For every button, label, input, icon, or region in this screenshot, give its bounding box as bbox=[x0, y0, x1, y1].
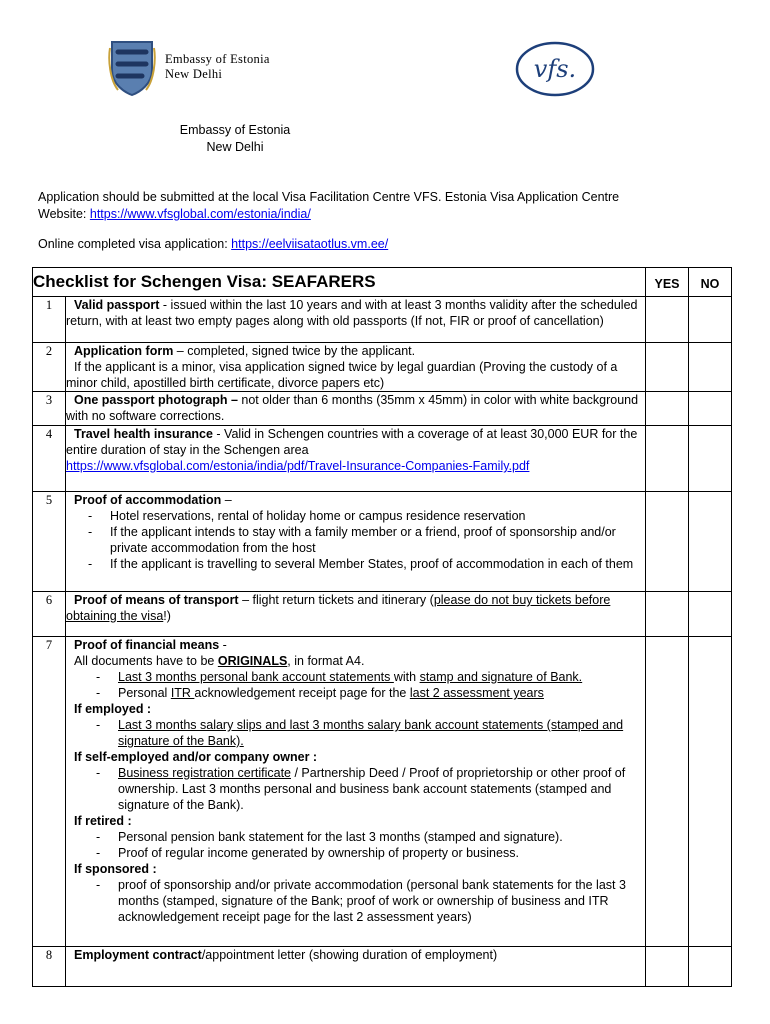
item-title: One passport photograph – bbox=[74, 393, 238, 407]
list-item: - If the applicant intends to stay with a family member or a friend, proof of sponsorship and/or private accommodation from the host bbox=[110, 524, 645, 556]
item-description bbox=[66, 492, 646, 592]
item-text: – flight return tickets and itinerary ( bbox=[238, 593, 434, 607]
embassy-logo-line2: New Delhi bbox=[165, 67, 223, 81]
item-number: 1 bbox=[33, 297, 66, 343]
website-link[interactable]: https://www.vfsglobal.com/estonia/india/ bbox=[89, 207, 311, 221]
online-label: Online completed visa application: bbox=[38, 237, 232, 251]
self-employed-label: If self-employed and/or company owner : bbox=[74, 750, 318, 764]
list-item: - Proof of regular income generated by ownership of property or business. bbox=[118, 845, 645, 861]
employed-list bbox=[66, 717, 645, 749]
no-checkbox[interactable] bbox=[689, 637, 732, 947]
self-employed-list bbox=[66, 765, 645, 813]
item-description bbox=[66, 592, 646, 637]
yes-checkbox[interactable] bbox=[646, 592, 689, 637]
no-column-header: NO bbox=[689, 268, 732, 297]
item-description bbox=[66, 343, 646, 392]
intro-line1: Application should be submitted at the local Visa Facilitation Centre VFS. Estonia Visa Application Centre bbox=[38, 190, 620, 204]
no-checkbox[interactable] bbox=[689, 297, 732, 343]
yes-checkbox[interactable] bbox=[646, 297, 689, 343]
no-checkbox[interactable] bbox=[689, 947, 732, 987]
insurance-companies-link[interactable]: https://www.vfsglobal.com/estonia/india/pdf/Travel-Insurance-Companies-Family.pdf bbox=[66, 459, 530, 473]
header-center bbox=[120, 122, 350, 156]
list-item: - Business registration certificate / Partnership Deed / Proof of proprietorship or other proof of ownership. Last 3 months personal and business bank account statements (stamped and signature of the Bank). bbox=[118, 765, 645, 813]
list-item: - Last 3 months personal bank account statements with stamp and signature of Bank. bbox=[118, 669, 645, 685]
yes-checkbox[interactable] bbox=[646, 343, 689, 392]
header-embassy-name: Embassy of Estonia bbox=[179, 123, 291, 137]
item-underlined-text: please do not buy tickets before obtaining the visa bbox=[66, 593, 611, 623]
format-text: , in format A4. bbox=[287, 654, 365, 668]
item-text-2: If the applicant is a minor, visa application signed twice by legal guardian (Proving the custody of a minor child, apostilled birth certificate, divorce papers etc) bbox=[66, 360, 618, 390]
originals-text: ORIGINALS bbox=[217, 654, 288, 668]
retired-list bbox=[66, 829, 645, 861]
no-checkbox[interactable] bbox=[689, 392, 732, 426]
all-docs-text: All documents have to be bbox=[74, 654, 218, 668]
item-text: – completed, signed twice by the applicant. bbox=[173, 344, 416, 358]
item-number: 3 bbox=[33, 392, 66, 426]
no-checkbox[interactable] bbox=[689, 343, 732, 392]
list-item: - Hotel reservations, rental of holiday home or campus residence reservation bbox=[110, 508, 645, 524]
employed-label: If employed : bbox=[74, 702, 152, 716]
vfs-logo-text: vfs. bbox=[533, 55, 577, 83]
header-city: New Delhi bbox=[206, 140, 264, 154]
item-text-end: !) bbox=[163, 609, 171, 623]
yes-checkbox[interactable] bbox=[646, 637, 689, 947]
table-row bbox=[33, 343, 732, 392]
accommodation-list bbox=[66, 508, 645, 572]
item-number: 8 bbox=[33, 947, 66, 987]
list-item: - proof of sponsorship and/or private accommodation (personal bank statements for the last 3 months (stamped, signature of the Bank; proof of work or ownership of business and ITR acknowledgement receipt page for the last 2 assessment years) bbox=[118, 877, 645, 925]
item-number: 4 bbox=[33, 426, 66, 492]
table-row bbox=[33, 637, 732, 947]
checklist-table bbox=[32, 267, 732, 987]
item-text: not older than 6 months (35mm x 45mm) in color with white background with no software corrections. bbox=[66, 393, 639, 423]
item-title: Proof of financial means bbox=[74, 638, 220, 652]
yes-checkbox[interactable] bbox=[646, 947, 689, 987]
table-row bbox=[33, 492, 732, 592]
list-item: - Personal ITR acknowledgement receipt page for the last 2 assessment years bbox=[118, 685, 645, 701]
item-title: Proof of accommodation bbox=[74, 493, 222, 507]
item-number: 6 bbox=[33, 592, 66, 637]
item-text: – bbox=[221, 493, 232, 507]
item-number: 2 bbox=[33, 343, 66, 392]
item-description bbox=[66, 637, 646, 947]
item-title: Valid passport bbox=[74, 298, 160, 312]
item-text: - bbox=[219, 638, 227, 652]
table-row bbox=[33, 947, 732, 987]
intro-paragraph bbox=[38, 189, 619, 223]
yes-checkbox[interactable] bbox=[646, 426, 689, 492]
sponsored-list bbox=[66, 877, 645, 925]
item-number: 5 bbox=[33, 492, 66, 592]
embassy-logo-text bbox=[165, 52, 270, 82]
retired-label: If retired : bbox=[74, 814, 132, 828]
yes-column-header: YES bbox=[646, 268, 689, 297]
list-item: - If the applicant is travelling to several Member States, proof of accommodation in each of them bbox=[110, 556, 645, 572]
item-description bbox=[66, 947, 646, 987]
estonia-coat-of-arms-icon bbox=[108, 40, 156, 96]
item-description bbox=[66, 297, 646, 343]
table-row bbox=[33, 426, 732, 492]
item-text: - Valid in Schengen countries with a coverage of at least 30,000 EUR for the entire duration of stay in the Schengen area bbox=[66, 427, 638, 457]
sponsored-label: If sponsored : bbox=[74, 862, 157, 876]
checklist-header-row bbox=[33, 268, 732, 297]
yes-checkbox[interactable] bbox=[646, 392, 689, 426]
item-title: Employment contract bbox=[74, 948, 202, 962]
item-description bbox=[66, 392, 646, 426]
item-text: - issued within the last 10 years and with at least 3 months validity after the scheduled return, with at least two empty pages along with old passports (If not, FIR or proof of cancellation) bbox=[66, 298, 638, 328]
item-number: 7 bbox=[33, 637, 66, 947]
table-row bbox=[33, 392, 732, 426]
no-checkbox[interactable] bbox=[689, 426, 732, 492]
list-item: - Personal pension bank statement for the last 3 months (stamped and signature). bbox=[118, 829, 645, 845]
online-application-link[interactable]: https://eelviisataotlus.vm.ee/ bbox=[231, 237, 389, 251]
table-row bbox=[33, 592, 732, 637]
item-title: Travel health insurance bbox=[74, 427, 213, 441]
item-description bbox=[66, 426, 646, 492]
no-checkbox[interactable] bbox=[689, 592, 732, 637]
financial-docs-list bbox=[66, 669, 645, 701]
embassy-logo-line1: Embassy of Estonia bbox=[165, 52, 270, 66]
online-application-line bbox=[38, 236, 388, 253]
no-checkbox[interactable] bbox=[689, 492, 732, 592]
list-item: - Last 3 months salary slips and last 3 months salary bank account statements (stamped and signature of the Bank). bbox=[118, 717, 645, 749]
checklist-title: Checklist for Schengen Visa: SEAFARERS bbox=[33, 268, 646, 297]
item-title: Application form bbox=[74, 344, 174, 358]
item-title: Proof of means of transport bbox=[74, 593, 239, 607]
table-row bbox=[33, 297, 732, 343]
vfs-logo-icon bbox=[514, 40, 596, 98]
yes-checkbox[interactable] bbox=[646, 492, 689, 592]
item-text: /appointment letter (showing duration of employment) bbox=[201, 948, 498, 962]
website-label: Website: bbox=[38, 207, 90, 221]
